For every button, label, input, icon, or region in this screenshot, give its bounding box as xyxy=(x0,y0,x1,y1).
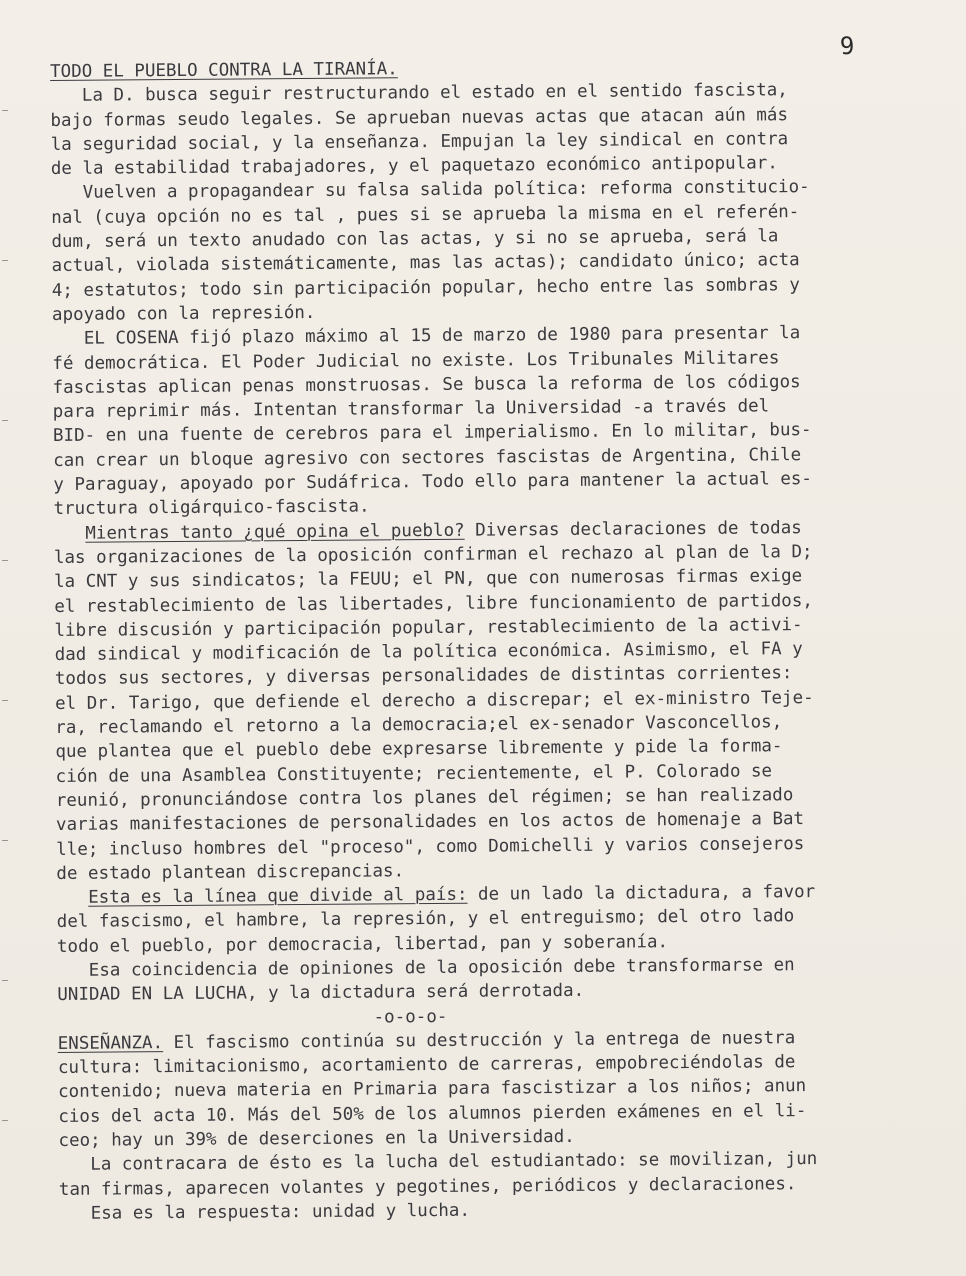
text-line: fascistas aplican penas monstruosas. Se busca la reforma de los códigos xyxy=(52,371,801,398)
text-line: actual, violada sistemáticamente, mas las actas); candidato único; acta xyxy=(51,250,800,277)
text-line: 4; estatutos; todo sin participación popular, hecho entre las sombras y xyxy=(51,274,800,301)
text-line: todo el pueblo, por democracia, libertad, pan y soberanía. xyxy=(56,931,669,957)
text-line: cultura: limitacionismo, acortamiento de carreras, empobreciéndolas de xyxy=(57,1052,796,1079)
text-line: can crear un bloque agresivo con sectores fascistas de Argentina, Chile xyxy=(53,444,802,471)
text-line: el Dr. Tarigo, que defiende el derecho a discrepar; el ex-ministro Teje- xyxy=(54,687,814,714)
text-line: ción de una Asamblea Constituyente; recientemente, el P. Colorado se xyxy=(55,760,773,787)
text-line: el restablecimiento de las libertades, libre funcionamiento de partidos, xyxy=(54,590,813,617)
section-heading: TODO EL PUEBLO CONTRA LA TIRANÍA. xyxy=(50,59,398,82)
text-line: dum, será un texto anudado con las actas, y si no se aprueba, será la xyxy=(51,226,779,253)
margin-tick xyxy=(2,560,8,561)
text-line: La contracara de ésto es la lucha del estudiantado: se movilizan, jun xyxy=(58,1149,818,1176)
text-line: lle; incluso hombres del "proceso", como Domichelli y varios consejeros xyxy=(56,833,805,860)
text-line: del fascismo, el hambre, la represión, y el entreguismo; del otro lado xyxy=(56,906,795,933)
margin-tick xyxy=(2,840,8,841)
text-line: que plantea que el pueblo debe expresarse libremente y pide la forma- xyxy=(55,736,783,763)
text-line: todos sus sectores, y diversas personalidades de distintas corrientes: xyxy=(54,663,793,690)
text-line: reunió, pronunciándose contra los planes del régimen; se han realizado xyxy=(55,785,794,811)
text-line: y Paraguay, apoyado por Sudáfrica. Todo ello para mantener la actual es- xyxy=(53,469,812,496)
text-line: bajo formas seudo legales. Se aprueban nuevas actas que atacan aún más xyxy=(50,104,789,131)
text-line: Esa coincidencia de opiniones de la oposición debe transformarse en xyxy=(57,955,795,981)
margin-tick xyxy=(2,1120,8,1121)
text-line: libre discusión y participación popular, restablecimiento de la activi- xyxy=(54,614,803,641)
text-line: Esta es la línea que divide al país: de un lado la dictadura, a favor xyxy=(88,882,816,908)
text-line: Esa es la respuesta: unidad y lucha. xyxy=(58,1200,471,1224)
text-line: apoyado con la represión. xyxy=(51,302,316,325)
margin-tick xyxy=(2,260,8,261)
text-line: de estado plantean discrepancias. xyxy=(56,861,405,884)
text-line: EL COSENA fijó plazo máximo al 15 de marzo de 1980 para presentar la xyxy=(52,323,801,350)
text-line: tructura oligárquico-fascista. xyxy=(53,496,370,520)
text-line: para reprimir más. Intentan transformar la Universidad -a través del xyxy=(52,396,770,423)
text-line: cios del acta 10. Más del 50% de los alumnos pierden exámenes en el li- xyxy=(58,1100,807,1127)
text-line: fé democrática. El Poder Judicial no existe. Los Tribunales Militares xyxy=(52,347,780,374)
binding-margin xyxy=(0,0,14,1276)
typewritten-text xyxy=(50,53,939,1226)
text-line: la seguridad social, y la enseñanza. Empujan la ley sindical en contra xyxy=(50,129,789,155)
text-line: La D. busca seguir restructurando el estado en el sentido fascista, xyxy=(50,80,788,107)
margin-tick xyxy=(2,420,8,421)
underlined-lead: ENSEÑANZA. xyxy=(57,1033,164,1054)
text-line: ra, reclamando el retorno a la democracia;el ex-senador Vasconcellos, xyxy=(55,712,783,738)
text-line: las organizaciones de la oposición confirman el rechazo al plan de la D; xyxy=(53,541,813,568)
text-line: la CNT y sus sindicatos; la FEUU; el PN, que con numerosas firmas exige xyxy=(54,566,803,593)
text-line: tan firmas, aparecen volantes y pegotines, periódicos y declaraciones. xyxy=(58,1173,797,1200)
margin-tick xyxy=(2,700,8,701)
margin-tick xyxy=(2,980,8,981)
underlined-lead: Esta es la línea que divide al país: xyxy=(88,884,468,908)
text-line: ENSEÑANZA. El fascismo continúa su destrucción y la entrega de nuestra xyxy=(57,1028,796,1054)
text-line: dad sindical y modificación de la política económica. Asimismo, el FA y xyxy=(54,639,803,666)
text-line: UNIDAD EN LA LUCHA, y la dictadura será derrotada. xyxy=(57,981,585,1006)
text-line: nal (cuya opción no es tal , pues si se aprueba la misma en el referén- xyxy=(51,201,800,228)
text-line: ceo; hay un 39% de deserciones en la Universidad. xyxy=(58,1126,575,1152)
text-line: BID- en una fuente de cerebros para el imperialismo. En lo militar, bus- xyxy=(52,420,812,447)
text-line: varias manifestaciones de personalidades en los actos de homenaje a Bat xyxy=(55,809,805,836)
text-line: de la estabilidad trabajadores, y el paquetazo económico antipopular. xyxy=(50,153,778,180)
underlined-lead: Mientras tanto ¿qué opina el pueblo? xyxy=(85,520,465,544)
text-line: Mientras tanto ¿qué opina el pueblo? Diversas declaraciones de todas xyxy=(85,517,802,544)
section-separator: -o-o-o- xyxy=(57,1006,448,1030)
page-number: 9 xyxy=(839,31,856,61)
text-line: contenido; nueva materia en Primaria para fascistizar a los niños; anun xyxy=(58,1076,807,1103)
margin-tick xyxy=(2,110,8,111)
text-line: Vuelven a propagandear su falsa salida política: reforma constitucio- xyxy=(50,177,810,204)
